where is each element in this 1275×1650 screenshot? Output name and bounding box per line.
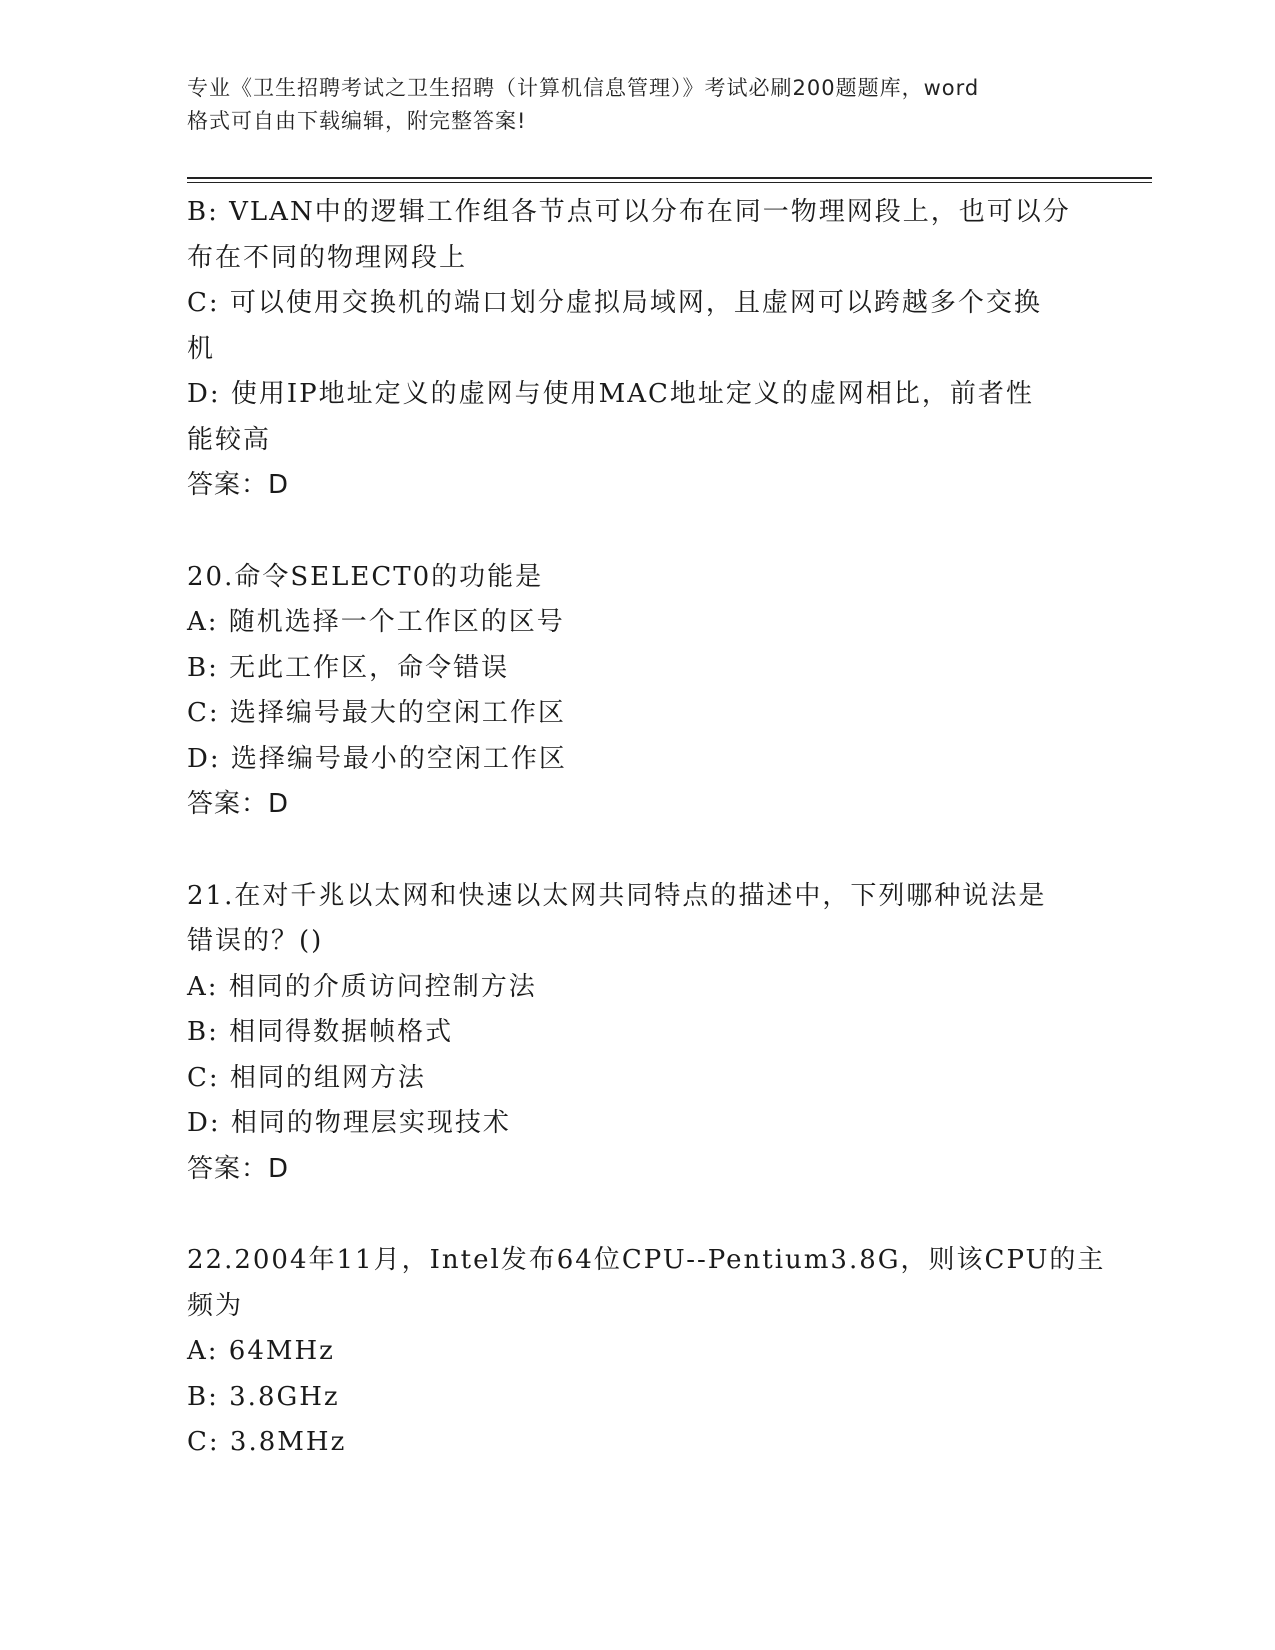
- header-divider-thick: [187, 177, 1152, 179]
- text-line: 机: [187, 333, 216, 364]
- text-line: D: 使用IP地址定义的虚网与使用MAC地址定义的虚网相比，前者性: [187, 379, 1034, 409]
- question-stem: 20.命令SELECT0的功能是: [187, 561, 544, 592]
- option-c: C: 相同的组网方法: [187, 1062, 426, 1093]
- question-stem-cont: 频为: [187, 1290, 244, 1321]
- question-block: [187, 555, 1087, 828]
- question-block: [187, 874, 1087, 1193]
- answer-line: 答案：D: [187, 1153, 290, 1184]
- header-line-2: 格式可自由下载编辑，附完整答案!: [187, 109, 527, 133]
- header-divider-thin: [187, 182, 1152, 183]
- question-block: [187, 190, 1087, 509]
- option-b: B: 相同得数据帧格式: [187, 1017, 454, 1047]
- text-line: 能较高: [187, 424, 272, 455]
- answer-line: 答案：D: [187, 789, 290, 819]
- text-line: B: VLAN中的逻辑工作组各节点可以分布在同一物理网段上，也可以分: [187, 197, 1071, 227]
- question-stem: 21.在对千兆以太网和快速以太网共同特点的描述中，下列哪种说法是: [187, 880, 1047, 911]
- option-a: A: 随机选择一个工作区的区号: [187, 607, 565, 637]
- question-block: [187, 1238, 1106, 1466]
- option-a: A: 相同的介质访问控制方法: [187, 971, 537, 1002]
- option-d: D: 选择编号最小的空闲工作区: [187, 743, 567, 774]
- question-stem: 22.2004年11月，Intel发布64位CPU--Pentium3.8G，则该CPU的主: [187, 1245, 1106, 1275]
- option-c: C: 选择编号最大的空闲工作区: [187, 698, 566, 728]
- header-line-1: 专业《卫生招聘考试之卫生招聘（计算机信息管理）》考试必刷200题题库，word: [187, 76, 980, 100]
- question-list: [187, 190, 1106, 1466]
- option-a: A: 64MHz: [187, 1336, 335, 1366]
- text-line: 布在不同的物理网段上: [187, 242, 468, 273]
- document-header: [187, 72, 1087, 138]
- option-c: C: 3.8MHz: [187, 1427, 347, 1457]
- option-b: B: 3.8GHz: [187, 1381, 340, 1412]
- question-stem-cont: 错误的？(): [187, 926, 324, 956]
- option-b: B: 无此工作区，命令错误: [187, 652, 510, 683]
- text-line: C: 可以使用交换机的端口划分虚拟局域网，且虚网可以跨越多个交换: [187, 288, 1042, 318]
- option-d: D: 相同的物理层实现技术: [187, 1108, 511, 1138]
- answer-line: 答案：D: [187, 470, 290, 500]
